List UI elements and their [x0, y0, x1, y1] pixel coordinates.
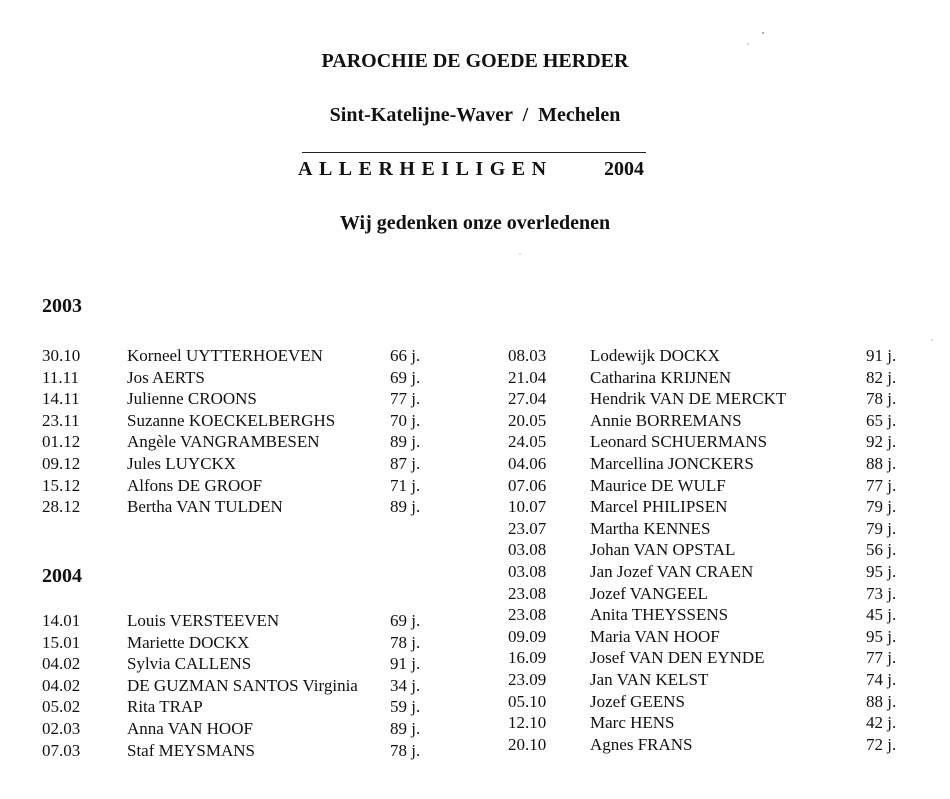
entry-age: 59 j.: [390, 697, 421, 717]
entry-name: Bertha VAN TULDEN: [127, 497, 283, 517]
section-year-2003: 2003: [42, 295, 82, 317]
entry-name: Johan VAN OPSTAL: [590, 540, 736, 560]
heading-word: ALLERHEILIGEN: [298, 158, 553, 180]
entry-age: 72 j.: [866, 734, 897, 754]
entry-date: 28.12: [42, 497, 81, 517]
entry-date: 10.07: [508, 497, 547, 517]
entry-name: Mariette DOCKX: [127, 632, 250, 652]
entry-name: Josef VAN DEN EYNDE: [590, 648, 765, 668]
entry-age: 70 j.: [390, 410, 421, 430]
page-subtitle: Sint-Katelijne-Waver / Mechelen: [329, 104, 621, 126]
entry-date: 12.10: [508, 713, 547, 733]
entry-date: 04.02: [42, 675, 81, 695]
heading: [298, 158, 658, 181]
heading-year: 2004: [604, 158, 644, 180]
entry-name: Lodewijk DOCKX: [590, 346, 720, 365]
entry-age: 89 j.: [390, 718, 421, 738]
entry-name: Rita TRAP: [127, 697, 203, 717]
entry-age: 71 j.: [390, 475, 421, 495]
entry-date: 07.06: [508, 475, 547, 495]
entry-date: 11.11: [42, 367, 79, 387]
entry-date: 09.12: [42, 453, 81, 473]
entry-age: 92 j.: [866, 432, 897, 452]
entry-date: 07.03: [42, 740, 81, 760]
entry-name: Julienne CROONS: [127, 389, 257, 409]
entry-age: 78 j.: [390, 740, 421, 760]
entry-age: 87 j.: [390, 453, 421, 473]
entry-date: 24.05: [508, 432, 547, 452]
entry-date: 23.09: [508, 669, 547, 689]
entry-date: 23.11: [42, 410, 80, 430]
entry-name: Marcellina JONCKERS: [590, 453, 754, 473]
entry-date: 23.07: [508, 518, 547, 538]
entry-date: 04.06: [508, 453, 547, 473]
page-title: PAROCHIE DE GOEDE HERDER: [321, 50, 629, 72]
entry-age: 34 j.: [390, 675, 421, 695]
entry-date: 08.03: [508, 346, 547, 365]
entry-name: Leonard SCHUERMANS: [590, 432, 768, 452]
entry-age: 77 j.: [390, 389, 421, 409]
section-year-2004: 2004: [42, 565, 82, 587]
entry-date: 04.02: [42, 654, 81, 674]
entry-name: Agnes FRANS: [590, 734, 693, 754]
entry-age: 77 j.: [866, 475, 897, 495]
entry-date: 03.08: [508, 540, 547, 560]
entry-age: 66 j.: [390, 346, 421, 365]
entry-date: 16.09: [508, 648, 547, 668]
entry-date: 21.04: [508, 367, 547, 387]
entry-name: Sylvia CALLENS: [127, 654, 252, 674]
entry-name: Jos AERTS: [127, 367, 205, 387]
entry-name: Angèle VANGRAMBESEN: [127, 432, 320, 452]
title-divider: [302, 152, 646, 153]
entry-age: 73 j.: [866, 583, 897, 603]
entry-name: Alfons DE GROOF: [127, 475, 263, 495]
entry-date: 23.08: [508, 605, 547, 625]
entry-age: 91 j.: [866, 346, 897, 365]
entry-name: Marcel PHILIPSEN: [590, 497, 728, 517]
entry-name: Jan Jozef VAN CRAEN: [590, 561, 754, 581]
entry-name: Marc HENS: [590, 713, 675, 733]
entry-name: Anita THEYSSENS: [590, 605, 729, 625]
entry-date: 27.04: [508, 389, 547, 409]
entry-name: Catharina KRIJNEN: [590, 367, 732, 387]
entry-name: Jozef GEENS: [590, 691, 685, 711]
entry-age: 45 j.: [866, 605, 897, 625]
entry-age: 78 j.: [866, 389, 897, 409]
entry-date: 02.03: [42, 718, 81, 738]
entry-age: 95 j.: [866, 561, 897, 581]
entry-name: Korneel UYTTERHOEVEN: [127, 346, 323, 365]
entry-date: 20.10: [508, 734, 547, 754]
entry-date: 05.10: [508, 691, 547, 711]
entry-age: 69 j.: [390, 611, 421, 630]
entry-age: 79 j.: [866, 518, 897, 538]
page-caption: Wij gedenken onze overledenen: [339, 212, 611, 234]
entry-name: Maurice DE WULF: [590, 475, 726, 495]
entry-name: Louis VERSTEEVEN: [127, 611, 280, 630]
entry-date: 01.12: [42, 432, 81, 452]
entry-age: 89 j.: [390, 497, 421, 517]
entry-age: 74 j.: [866, 669, 897, 689]
entry-name: Maria VAN HOOF: [590, 626, 720, 646]
entry-date: 05.02: [42, 697, 81, 717]
entry-date: 14.01: [42, 611, 81, 630]
entry-age: 77 j.: [866, 648, 897, 668]
entry-age: 88 j.: [866, 691, 897, 711]
entry-name: DE GUZMAN SANTOS Virginia: [127, 675, 358, 695]
entry-age: 78 j.: [390, 632, 421, 652]
entry-name: Hendrik VAN DE MERCKT: [590, 389, 787, 409]
entry-date: 15.12: [42, 475, 81, 495]
entry-age: 89 j.: [390, 432, 421, 452]
entry-date: 20.05: [508, 410, 547, 430]
entry-date: 15.01: [42, 632, 81, 652]
entry-age: 82 j.: [866, 367, 897, 387]
entry-age: 42 j.: [866, 713, 897, 733]
entry-age: 88 j.: [866, 453, 897, 473]
entry-date: 09.09: [508, 626, 547, 646]
entry-age: 65 j.: [866, 410, 897, 430]
entry-age: 56 j.: [866, 540, 897, 560]
entry-name: Jozef VANGEEL: [590, 583, 708, 603]
entry-name: Suzanne KOECKELBERGHS: [127, 410, 336, 430]
entry-date: 23.08: [508, 583, 547, 603]
entry-date: 03.08: [508, 561, 547, 581]
entry-name: Martha KENNES: [590, 518, 711, 538]
entry-age: 91 j.: [390, 654, 421, 674]
entry-age: 79 j.: [866, 497, 897, 517]
entry-date: 14.11: [42, 389, 80, 409]
entry-age: 69 j.: [390, 367, 421, 387]
entry-name: Jules LUYCKX: [127, 453, 237, 473]
entry-name: Staf MEYSMANS: [127, 740, 255, 760]
entry-name: Jan VAN KELST: [590, 669, 709, 689]
entry-age: 95 j.: [866, 626, 897, 646]
entry-name: Annie BORREMANS: [590, 410, 742, 430]
entry-date: 30.10: [42, 346, 81, 365]
entry-name: Anna VAN HOOF: [127, 718, 253, 738]
